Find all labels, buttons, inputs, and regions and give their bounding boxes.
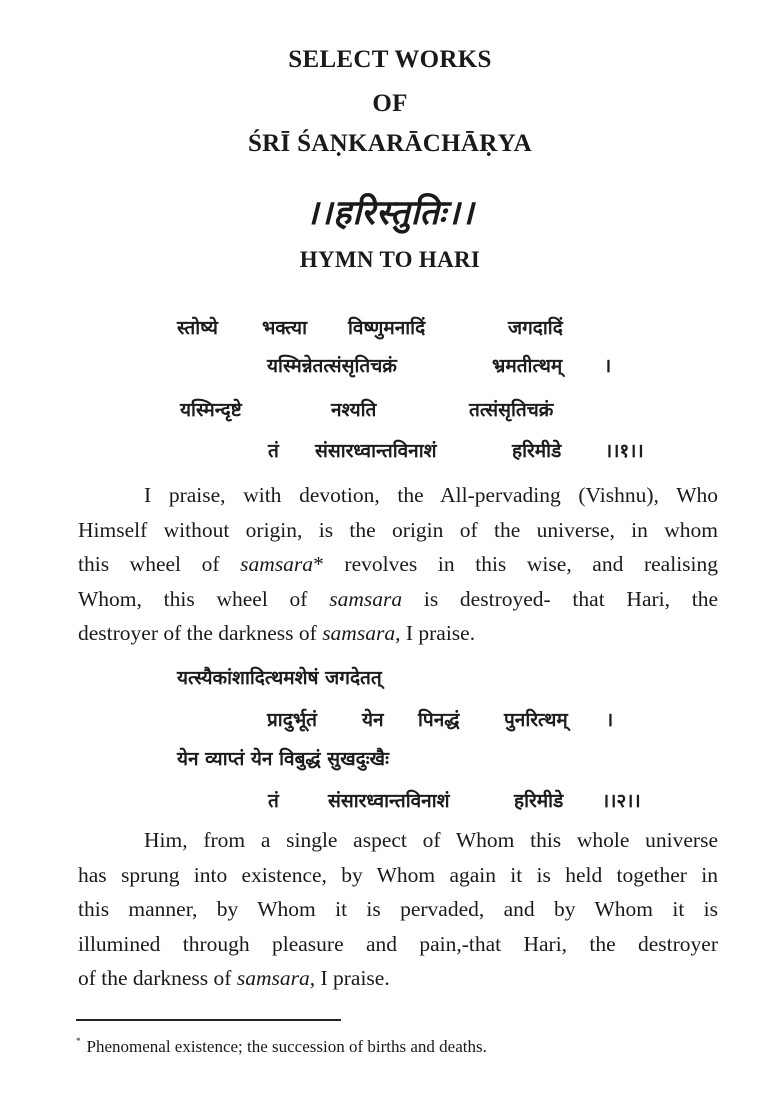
italic-term: samsara	[240, 552, 314, 576]
translation-line: this wheel of samsara* revolves in this wise, and realising	[78, 552, 719, 576]
verse-word: प्रादुर्भूतं	[267, 709, 318, 731]
verse-word: भ्रमतीत्थम्	[492, 355, 563, 377]
verse-word: येन	[362, 709, 384, 731]
hymn-english-title: HYMN TO HARI	[299, 247, 481, 272]
verse-word: यस्मिन्दृष्टे	[180, 399, 242, 421]
verse-1-line-2	[0, 352, 780, 382]
footnote-text: Phenomenal existence; the succession of births and deaths.	[86, 1037, 487, 1056]
verse-word: तं	[268, 440, 279, 462]
book-title-line-2: OF	[372, 90, 408, 117]
verse-word: हरिमीडे	[512, 440, 562, 462]
verse-word: भक्त्या	[262, 317, 307, 339]
footnote-divider	[76, 1019, 341, 1021]
verse-danda: ।	[606, 709, 614, 731]
verse-word: नश्यति	[331, 399, 377, 421]
verse-1-translation	[78, 478, 718, 651]
verse-word: पुनरित्थम्	[504, 709, 568, 731]
translation-line: Him, from a single aspect of Whom this whole universe	[144, 828, 718, 852]
verse-1-line-4	[0, 437, 780, 467]
verse-2-line-4	[0, 787, 780, 817]
verse-2-line-1	[0, 664, 780, 694]
verse-2-translation	[78, 823, 718, 996]
verse-word: यत्स्यैकांशादित्थमशेषं जगदेतत्	[177, 667, 382, 689]
italic-term: samsara	[236, 966, 310, 990]
italic-term: samsara	[322, 621, 396, 645]
verse-number: ।।२।।	[602, 790, 641, 812]
verse-word: जगदादिं	[508, 317, 563, 339]
translation-line: Himself without origin, is the origin of the universe, in whom	[78, 517, 718, 542]
verse-word: संसारध्वान्तविनाशं	[315, 440, 437, 462]
verse-1-line-3	[0, 396, 780, 426]
verse-2-line-3	[0, 745, 780, 775]
translation-line: illumined through pleasure and pain,-that Hari, the destroyer	[78, 931, 718, 956]
book-title-line-3: ŚRĪ ŚAṆKARĀCHĀṚYA	[247, 130, 533, 157]
verse-word: हरिमीडे	[514, 790, 564, 812]
verse-word: विष्णुमनादिं	[348, 317, 426, 339]
translation-line: destroyer of the darkness of samsara, I praise.	[78, 621, 476, 645]
verse-1-line-1	[0, 314, 780, 344]
translation-line: this manner, by Whom it is pervaded, and by Whom it is	[78, 897, 718, 921]
footnote	[76, 1036, 487, 1057]
book-title-line-1: SELECT WORKS	[288, 46, 492, 73]
hymn-sanskrit-title: ।।हरिस्तुतिः।।	[305, 193, 475, 233]
verse-number: ।।१।।	[605, 440, 644, 462]
verse-word: तत्संसृतिचक्रं	[469, 399, 554, 421]
translation-line: has sprung into existence, by Whom again it is held together in	[78, 862, 718, 887]
verse-word: पिनद्धं	[418, 709, 460, 731]
verse-2-line-2	[0, 706, 780, 736]
verse-word: संसारध्वान्तविनाशं	[328, 790, 450, 812]
translation-line: I praise, with devotion, the All-pervading (Vishnu), Who	[144, 483, 718, 507]
verse-word: स्तोष्ये	[177, 317, 218, 339]
translation-line: Whom, this wheel of samsara is destroyed- that Hari, the	[78, 586, 719, 611]
verse-danda: ।	[604, 355, 612, 377]
verse-word: येन व्याप्तं येन विबुद्धं सुखदुःखैः	[177, 748, 389, 770]
verse-word: तं	[268, 790, 279, 812]
footnote-marker: *	[76, 1036, 81, 1046]
translation-line: of the darkness of samsara, I praise.	[78, 966, 390, 990]
verse-word: यस्मिन्नेतत्संसृतिचक्रं	[267, 355, 397, 377]
italic-term: samsara	[329, 586, 403, 611]
